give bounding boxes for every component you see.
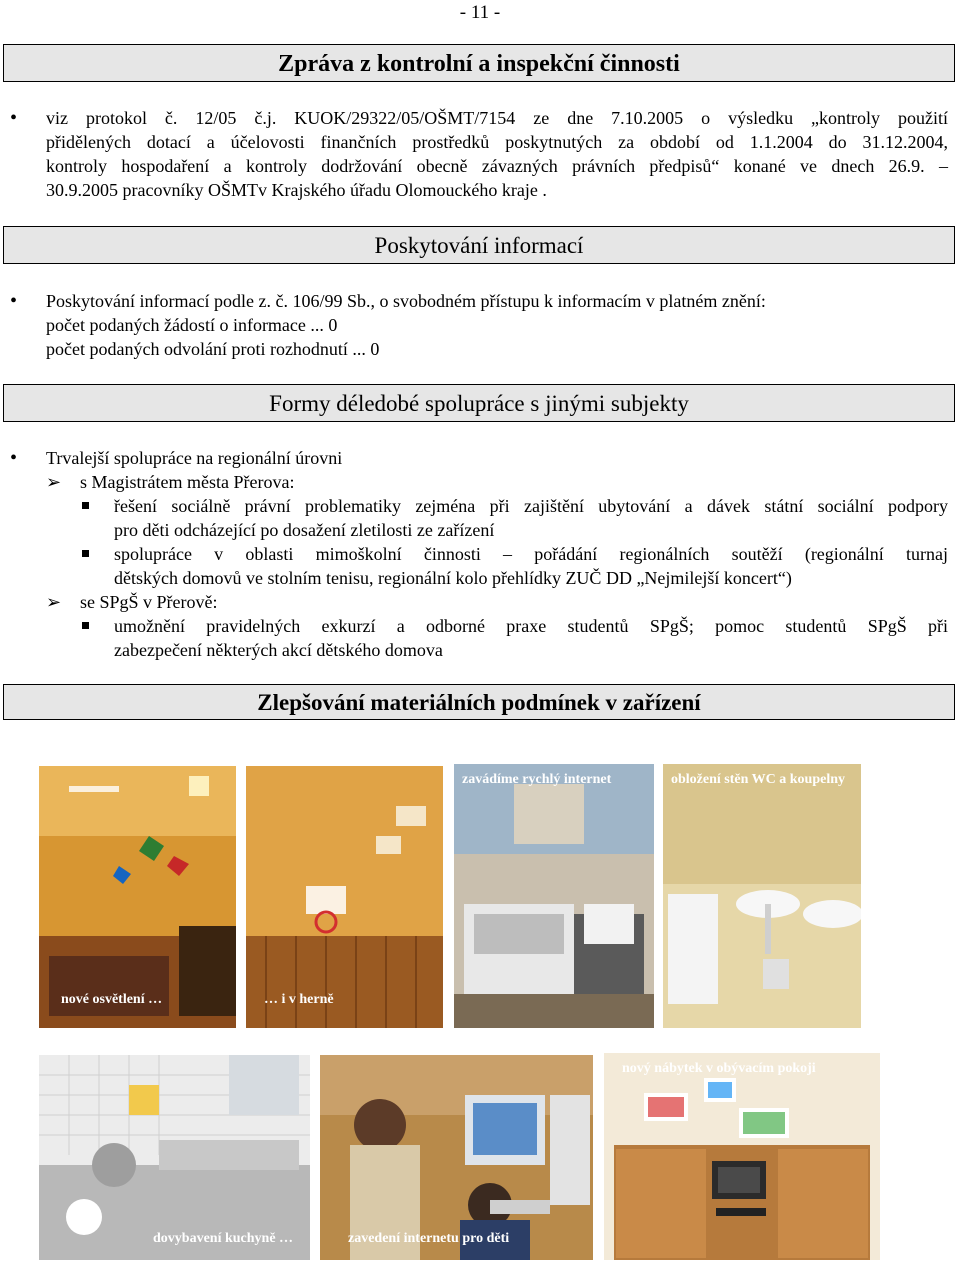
text-line: zabezpečení některých akcí dětského domova	[114, 640, 443, 660]
partner-name: s Magistrátem města Přerova:	[80, 472, 295, 492]
text-line: umožnění pravidelných exkurzí a odborné praxe studentů SPgŠ; pomoc studentů SPgŠ při	[114, 616, 948, 636]
partner-item	[114, 494, 948, 542]
partner-item	[114, 542, 948, 590]
section-heading-information	[3, 226, 955, 264]
information-text	[46, 289, 948, 361]
photo-caption: zavedení internetu pro děti	[348, 1231, 510, 1246]
arrow-bullet-icon: ➢	[46, 472, 62, 492]
square-bullet-icon	[82, 502, 89, 509]
text-line: viz protokol č. 12/05 č.j. KUOK/29322/05/OŠMT/7154 ze dne 7.10.2005 o výsledku „kontroly použití	[46, 108, 948, 128]
square-bullet-icon	[82, 622, 89, 629]
square-bullet-icon	[82, 550, 89, 557]
playroom-photo	[246, 766, 443, 1028]
bathroom-photo	[663, 764, 861, 1028]
partner-item	[114, 614, 948, 662]
photo-caption: dovybavení kuchyně …	[153, 1231, 294, 1246]
text-line: řešení sociálně právní problematiky zejména při zajištění ubytování a dávek státní sociální podpory	[114, 496, 948, 516]
computer-photo	[320, 1055, 593, 1260]
cooperation-intro: Trvalejší spolupráce na regionální úrovni	[46, 448, 343, 468]
photo-caption: nový nábytek v obývacím pokoji	[622, 1061, 816, 1076]
section-title: Zlepšování materiálních podmínek v zařízení	[257, 690, 701, 715]
bullet-dot: •	[10, 290, 18, 312]
text-line: dětských domovů ve stolním tenisu, regionální kolo přehlídky ZUČ DD „Nejmilejší koncert“)	[114, 568, 792, 588]
text-line: kontroly hospodaření a kontroly dodržování obecně závazných právních předpisů“ konané ve dnech 26.9. –	[46, 156, 948, 176]
text-line: přidělených dotací a účelovosti finančních prostředků poskytnutých za období od 1.1.2004 do 31.12.2004,	[46, 132, 948, 152]
bullet-dot: •	[10, 107, 18, 129]
section-heading-cooperation	[3, 384, 955, 422]
section-title: Poskytování informací	[374, 233, 584, 258]
inspection-text	[46, 106, 948, 202]
lounge-photo	[39, 766, 236, 1028]
section-title: Formy déledobé spolupráce s jinými subjekty	[269, 391, 689, 416]
kitchen-photo	[39, 1055, 310, 1260]
text-line: 30.9.2005 pracovníky OŠMTv Krajského úřadu Olomouckého kraje .	[46, 180, 547, 200]
partner-name: se SPgŠ v Přerově:	[80, 592, 218, 612]
photo-caption: zavádíme rychlý internet	[462, 772, 612, 787]
section-title: Zpráva z kontrolní a inspekční činnosti	[278, 51, 680, 77]
bullet-dot: •	[10, 447, 18, 469]
section-heading-improvements	[3, 684, 955, 720]
text-line: počet podaných odvolání proti rozhodnutí ... 0	[46, 339, 380, 359]
text-line: spolupráce v oblasti mimoškolní činnosti – pořádání regionálních soutěží (regionální turnaj	[114, 544, 948, 564]
photo-caption: … i v herně	[264, 992, 334, 1007]
text-line: počet podaných žádostí o informace ... 0	[46, 315, 338, 335]
text-line: pro děti odcházející po dosažení zletilosti ze zařízení	[114, 520, 495, 540]
text-line: Poskytování informací podle z. č. 106/99 Sb., o svobodném přístupu k informacím v platném znění:	[46, 291, 766, 311]
photo-caption: nové osvětlení …	[61, 992, 163, 1007]
section-heading-inspection	[3, 44, 955, 82]
photo-caption: obložení stěn WC a koupelny	[671, 772, 845, 787]
page-number: - 11 -	[459, 2, 501, 23]
arrow-bullet-icon: ➢	[46, 592, 62, 612]
internet-install-photo	[454, 764, 654, 1028]
livingroom-photo	[604, 1053, 880, 1260]
